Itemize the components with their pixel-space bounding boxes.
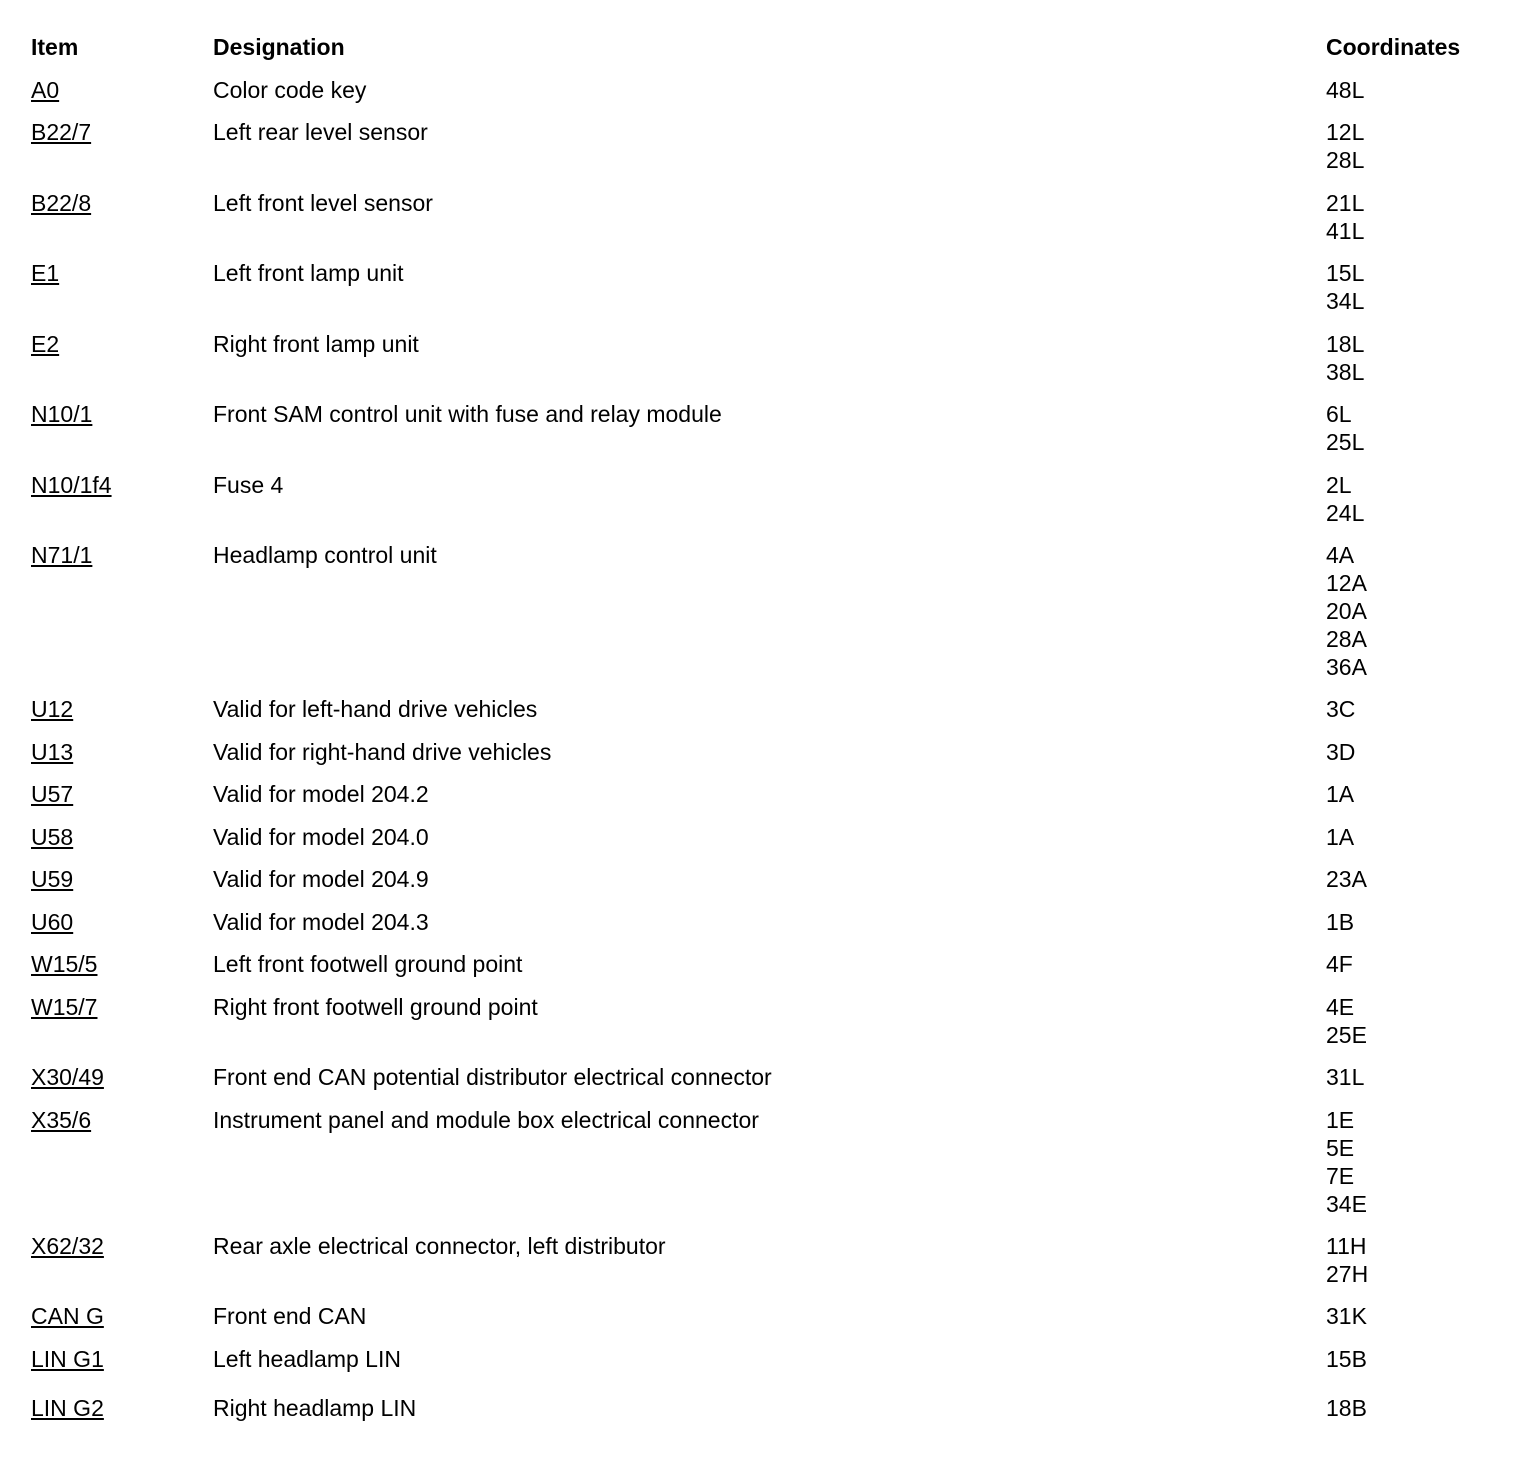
- coordinates-cell: [1326, 400, 1364, 456]
- item-link[interactable]: U59: [31, 866, 74, 892]
- designation-cell: Color code key: [213, 77, 367, 103]
- coordinates-cell: [1326, 1302, 1367, 1330]
- designation-cell: Valid for model 204.3: [213, 909, 429, 935]
- coordinates-cell: [1326, 118, 1364, 174]
- item-cell: [31, 400, 92, 428]
- coordinate-value: 25E: [1326, 1022, 1367, 1048]
- coordinates-cell: [1326, 1106, 1367, 1218]
- coordinate-value: 11H: [1326, 1233, 1367, 1259]
- coordinate-value: 27H: [1326, 1261, 1369, 1287]
- item-link[interactable]: U57: [31, 781, 74, 807]
- item-cell: [31, 76, 59, 104]
- coordinate-value: 4F: [1326, 951, 1353, 977]
- item-cell: [31, 738, 73, 766]
- coordinate-value: 3C: [1326, 696, 1356, 722]
- coordinate-value: 18B: [1326, 1395, 1367, 1421]
- designation-cell: Valid for right-hand drive vehicles: [213, 739, 552, 765]
- coordinates-cell: [1326, 259, 1364, 315]
- item-cell: [31, 1302, 104, 1330]
- item-link[interactable]: B22/7: [31, 119, 92, 145]
- item-cell: [31, 1232, 104, 1260]
- coordinates-cell: [1326, 823, 1354, 851]
- item-link[interactable]: U12: [31, 696, 74, 722]
- coordinate-value: 21L: [1326, 190, 1365, 216]
- item-link[interactable]: LIN G2: [31, 1395, 104, 1421]
- item-link[interactable]: N10/1: [31, 401, 93, 427]
- designation-cell: Instrument panel and module box electrical connector: [213, 1107, 759, 1133]
- coordinate-value: 4E: [1326, 994, 1355, 1020]
- coordinate-value: 2L: [1326, 472, 1352, 498]
- item-link[interactable]: B22/8: [31, 190, 92, 216]
- designation-cell: Valid for model 204.0: [213, 824, 429, 850]
- coordinate-value: 28A: [1326, 626, 1367, 652]
- designation-cell: Fuse 4: [213, 472, 284, 498]
- item-link[interactable]: X62/32: [31, 1233, 104, 1259]
- coordinates-cell: [1326, 189, 1364, 245]
- item-link[interactable]: U60: [31, 909, 74, 935]
- coordinates-cell: [1326, 780, 1354, 808]
- coordinate-value: 38L: [1326, 359, 1365, 385]
- coordinates-cell: [1326, 330, 1364, 386]
- coordinate-value: 1E: [1326, 1107, 1355, 1133]
- item-link[interactable]: LIN G1: [31, 1346, 104, 1372]
- designation-cell: Right headlamp LIN: [213, 1395, 417, 1421]
- designation-cell: Left front lamp unit: [213, 260, 404, 286]
- header-item: Item: [31, 34, 79, 60]
- coordinates-cell: [1326, 865, 1367, 893]
- item-cell: [31, 1063, 104, 1091]
- item-cell: [31, 259, 59, 287]
- header-coordinates: Coordinates: [1326, 34, 1461, 60]
- coordinate-value: 1A: [1326, 781, 1355, 807]
- item-cell: [31, 695, 73, 723]
- item-link[interactable]: X35/6: [31, 1107, 92, 1133]
- coordinate-value: 1A: [1326, 824, 1355, 850]
- coordinate-value: 48L: [1326, 77, 1365, 103]
- designation-cell: Left headlamp LIN: [213, 1346, 401, 1372]
- designation-cell: Front end CAN: [213, 1303, 367, 1329]
- coordinate-value: 34L: [1326, 288, 1365, 314]
- coordinate-value: 6L: [1326, 401, 1352, 427]
- coordinates-cell: [1326, 1394, 1367, 1422]
- coordinate-value: 25L: [1326, 429, 1365, 455]
- coordinate-value: 28L: [1326, 147, 1365, 173]
- item-cell: [31, 780, 73, 808]
- designation-cell: Right front footwell ground point: [213, 994, 538, 1020]
- item-cell: [31, 330, 59, 358]
- coordinates-cell: [1326, 541, 1367, 681]
- designation-cell: Headlamp control unit: [213, 542, 437, 568]
- coordinates-cell: [1326, 1232, 1368, 1288]
- item-cell: [31, 118, 91, 146]
- item-link[interactable]: E1: [31, 260, 60, 286]
- coordinate-value: 5E: [1326, 1135, 1355, 1161]
- coordinate-value: 7E: [1326, 1163, 1355, 1189]
- designation-cell: Right front lamp unit: [213, 331, 419, 357]
- designation-cell: Left front level sensor: [213, 190, 433, 216]
- designation-cell: Left front footwell ground point: [213, 951, 523, 977]
- coordinate-value: 18L: [1326, 331, 1365, 357]
- coordinate-value: 1B: [1326, 909, 1355, 935]
- item-cell: [31, 189, 91, 217]
- coordinates-cell: [1326, 695, 1355, 723]
- designation-cell: Rear axle electrical connector, left distributor: [213, 1233, 666, 1259]
- coordinate-value: 31L: [1326, 1064, 1365, 1090]
- item-cell: [31, 950, 97, 978]
- item-cell: [31, 865, 73, 893]
- coordinate-value: 15B: [1326, 1346, 1367, 1372]
- coordinate-value: 12L: [1326, 119, 1365, 145]
- item-link[interactable]: A0: [31, 77, 60, 103]
- coordinate-value: 3D: [1326, 739, 1356, 765]
- coordinate-value: 36A: [1326, 654, 1367, 680]
- item-cell: [31, 1106, 91, 1134]
- item-cell: [31, 1394, 104, 1422]
- item-cell: [31, 541, 92, 569]
- item-link[interactable]: E2: [31, 331, 60, 357]
- coordinates-cell: [1326, 471, 1364, 527]
- coordinate-value: 41L: [1326, 218, 1365, 244]
- coordinate-value: 34E: [1326, 1191, 1367, 1217]
- item-cell: [31, 471, 112, 499]
- designation-cell: Left rear level sensor: [213, 119, 428, 145]
- coordinates-cell: [1326, 908, 1354, 936]
- item-link[interactable]: N71/1: [31, 542, 93, 568]
- coordinate-value: 20A: [1326, 598, 1367, 624]
- designation-cell: Valid for left-hand drive vehicles: [213, 696, 538, 722]
- item-cell: [31, 1345, 104, 1373]
- coordinates-cell: [1326, 1063, 1364, 1091]
- designation-cell: Valid for model 204.9: [213, 866, 429, 892]
- coordinate-value: 12A: [1326, 570, 1367, 596]
- item-link[interactable]: W15/7: [31, 994, 98, 1020]
- coordinate-value: 24L: [1326, 500, 1365, 526]
- designation-cell: Front SAM control unit with fuse and relay module: [213, 401, 722, 427]
- item-link[interactable]: X30/49: [31, 1064, 104, 1090]
- coordinates-cell: [1326, 1345, 1367, 1373]
- item-link[interactable]: N10/1f4: [31, 472, 112, 498]
- coordinate-value: 4A: [1326, 542, 1355, 568]
- item-link[interactable]: U13: [31, 739, 74, 765]
- coordinate-value: 31K: [1326, 1303, 1367, 1329]
- coordinates-cell: [1326, 993, 1367, 1049]
- header-designation: Designation: [213, 34, 345, 60]
- item-link[interactable]: W15/5: [31, 951, 98, 977]
- designation-cell: Valid for model 204.2: [213, 781, 429, 807]
- coordinates-cell: [1326, 76, 1364, 104]
- item-cell: [31, 823, 73, 851]
- item-link[interactable]: CAN G: [31, 1303, 104, 1329]
- item-cell: [31, 993, 97, 1021]
- coordinate-value: 15L: [1326, 260, 1365, 286]
- coordinate-value: 23A: [1326, 866, 1367, 892]
- designation-cell: Front end CAN potential distributor electrical connector: [213, 1064, 772, 1090]
- coordinates-cell: [1326, 950, 1353, 978]
- coordinates-cell: [1326, 738, 1355, 766]
- item-cell: [31, 908, 73, 936]
- item-link[interactable]: U58: [31, 824, 74, 850]
